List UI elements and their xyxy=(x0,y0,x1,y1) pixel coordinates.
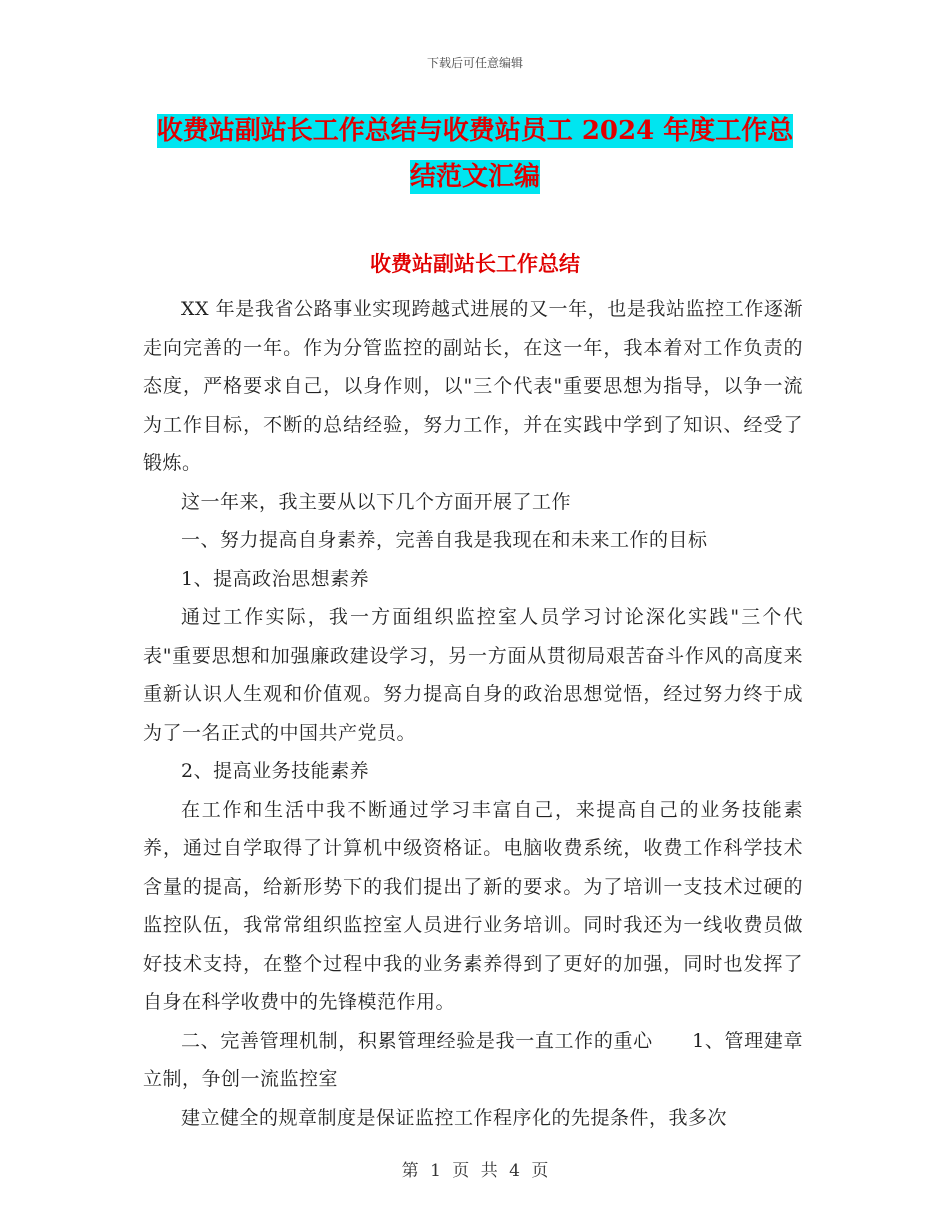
paragraph: 这一年来，我主要从以下几个方面开展了工作 xyxy=(181,490,572,513)
paragraph: 1、提高政治思想素养 xyxy=(181,567,370,590)
paragraph: 在工作和生活中我不断通过学习丰富自己，来提高自己的业务技能素养，通过自学取得了计算机中级资格证。电脑收费系统，收费工作科学技术含量的提高，给新形势下的我们提出了新的要求。为了培训一支技术过硬的监控队伍，我常常组织监控室人员进行业务培训。同时我还为一线收费员做好技术支持，在整个过程中我的业务素养得到了更好的加强，同时也发挥了自身在科学收费中的先锋模范作用。 xyxy=(143,798,803,1013)
paragraph: 二、完善管理机制，积累管理经验是我一直工作的重心 1、管理建章立制，争创一流监控室 xyxy=(143,1029,803,1090)
page-header-note: 下载后可任意编辑 xyxy=(426,56,523,70)
document-title-line-2: 结范文汇编 xyxy=(409,162,540,192)
paragraph: 一、努力提高自身素养，完善自我是我现在和未来工作的目标 xyxy=(181,529,708,551)
section-title: 收费站副站长工作总结 xyxy=(370,251,580,276)
paragraph: 2、提高业务技能素养 xyxy=(181,760,370,782)
page-number-footer: 第 1 页 共 4 页 xyxy=(401,1161,549,1181)
paragraph: 通过工作实际，我一方面组织监控室人员学习讨论深化实践"三个代表"重要思想和加强廉政建设学习，另一方面从贯彻局艰苦奋斗作风的高度来重新认识人生观和价值观。努力提高自身的政治思想觉悟，经过努力终于成为了一名正式的中国共产党员。 xyxy=(143,606,803,744)
paragraph: 建立健全的规章制度是保证监控工作程序化的先提条件，我多次 xyxy=(181,1106,728,1129)
document-title-line-1: 收费站副站长工作总结与收费站员工 2024 年度工作总 xyxy=(156,116,794,146)
paragraph: XX 年是我省公路事业实现跨越式进展的又一年，也是我站监控工作逐渐走向完善的一年。作为分管监控的副站长，在这一年，我本着对工作负责的态度，严格要求自己，以身作则，以"三个代表"重要思想为指导，以争一流为工作目标，不断的总结经验，努力工作，并在实践中学到了知识、经受了锻炼。 xyxy=(143,298,803,474)
body-text xyxy=(143,290,803,1137)
document-title xyxy=(0,108,950,200)
